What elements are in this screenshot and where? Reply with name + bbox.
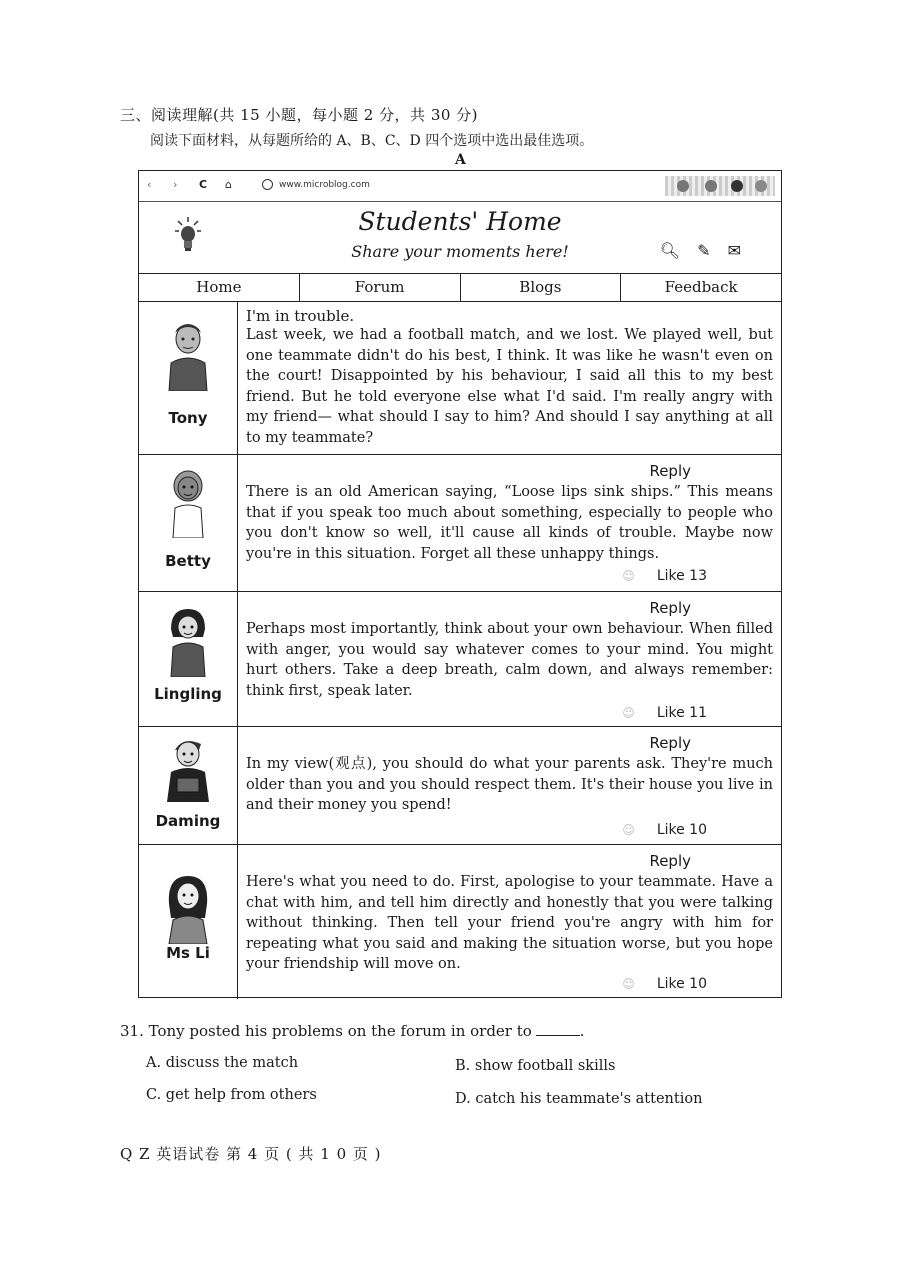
option-d[interactable]: D. catch his teammate's attention xyxy=(455,1091,703,1107)
like-count[interactable]: ☺ Like 10 xyxy=(622,976,707,992)
option-b[interactable]: B. show football skills xyxy=(455,1058,616,1074)
avatar-betty xyxy=(163,468,213,538)
post-text: There is an old American saying, “Loose lips sink ships.” This means that if you speak too much about something, especially to people who you don't know so well, it'll cause all kinds of trouble. Maybe now you're in this situation. Forget all these unhappy things. xyxy=(246,484,773,562)
like-count[interactable]: ☺ Like 11 xyxy=(622,705,707,721)
option-c[interactable]: C. get help from others xyxy=(146,1087,317,1103)
tab-forum[interactable]: Forum xyxy=(300,273,461,301)
tab-home[interactable]: Home xyxy=(139,273,300,301)
forward-icon[interactable]: › xyxy=(173,178,178,191)
site-title: Students' Home xyxy=(358,207,562,236)
post-text: Perhaps most importantly, think about your own behaviour. When filled with anger, you would say whatever comes to your mind. You might hurt others. Take a deep breath, calm down, and always remember: think first, speak later. xyxy=(246,621,773,699)
author-name: Tony xyxy=(168,409,208,427)
edit-icon[interactable]: ✎ xyxy=(697,241,711,260)
page-footer: Q Z 英语试卷 第 4 页 ( 共 1 0 页 ) xyxy=(120,1145,382,1163)
address-bar[interactable]: www.microblog.com xyxy=(279,180,370,190)
reply-button[interactable]: Reply xyxy=(649,462,691,480)
reply-button[interactable]: Reply xyxy=(649,734,691,752)
reload-icon[interactable]: C xyxy=(199,178,208,191)
answer-blank xyxy=(536,1035,580,1036)
question-end: . xyxy=(579,1022,585,1040)
extension-icon[interactable] xyxy=(677,180,689,192)
browser-extension-icons xyxy=(665,176,775,196)
reply-button[interactable]: Reply xyxy=(649,599,691,617)
avatar-tony xyxy=(163,321,213,391)
microblog-screenshot xyxy=(138,170,782,998)
home-icon[interactable]: ⌂ xyxy=(225,178,232,191)
question-31 xyxy=(120,1022,585,1040)
like-count[interactable]: ☺ Like 13 xyxy=(622,568,707,584)
post-title: I'm in trouble. xyxy=(246,307,355,325)
site-header xyxy=(139,201,781,274)
back-icon[interactable]: ‹ xyxy=(147,178,152,191)
avatar-daming xyxy=(163,736,213,806)
avatar-ms-li xyxy=(163,874,213,944)
reply-button[interactable]: Reply xyxy=(649,852,691,870)
post-text: Here's what you need to do. First, apologise to your teammate. Have a chat with him, and tell him directly and honestly that you were talking without thinking. Then tell your friend you're angry with him for repeating what you said and making the situation worse, but you hope your friendship will move on. xyxy=(246,874,773,972)
tab-blogs[interactable]: Blogs xyxy=(461,273,622,301)
author-name: Ms Li xyxy=(166,944,210,962)
extension-icon[interactable] xyxy=(705,180,717,192)
reply-ms-li xyxy=(139,844,781,999)
reply-daming xyxy=(139,726,781,845)
post-text: Last week, we had a football match, and we lost. We played well, but one teammate didn't do his best, I think. It was like he wasn't even on the court! Disappointed by his behaviour, I said all this to my best friend. But he told everyone else what I'd said. I'm really angry with my friend— what should I say to him? And should I say anything at all to my teammate? xyxy=(246,327,773,446)
menu-icon[interactable] xyxy=(755,180,767,192)
reply-betty xyxy=(139,454,781,592)
part-label: A xyxy=(455,152,466,168)
mail-icon[interactable]: ✉ xyxy=(727,241,741,260)
post-tony xyxy=(139,301,781,455)
author-name: Daming xyxy=(155,812,221,830)
search-icon[interactable]: 🔍︎ xyxy=(659,241,680,260)
post-text: In my view(观点), you should do what your parents ask. They're much older than you and you should respect them. It's their house you live in and their money you spend! xyxy=(246,756,773,813)
question-stem: 31. Tony posted his problems on the forum in order to xyxy=(120,1022,532,1040)
like-count[interactable]: ☺ Like 10 xyxy=(622,822,707,838)
profile-icon[interactable] xyxy=(731,180,743,192)
tab-feedback[interactable]: Feedback xyxy=(664,278,738,296)
globe-icon xyxy=(262,179,273,190)
author-name: Betty xyxy=(165,552,211,570)
instruction: 阅读下面材料，从每题所给的 A、B、C、D 四个选项中选出最佳选项。 xyxy=(150,133,594,149)
option-a[interactable]: A. discuss the match xyxy=(146,1055,299,1071)
section-title: 三、阅读理解(共 15 小题，每小题 2 分，共 30 分) xyxy=(120,106,479,124)
nav-tabs xyxy=(139,273,781,302)
author-name: Lingling xyxy=(154,685,222,703)
avatar-lingling xyxy=(163,607,213,677)
site-subtitle: Share your moments here! xyxy=(351,242,569,261)
browser-bar xyxy=(139,171,781,202)
reply-lingling xyxy=(139,591,781,727)
